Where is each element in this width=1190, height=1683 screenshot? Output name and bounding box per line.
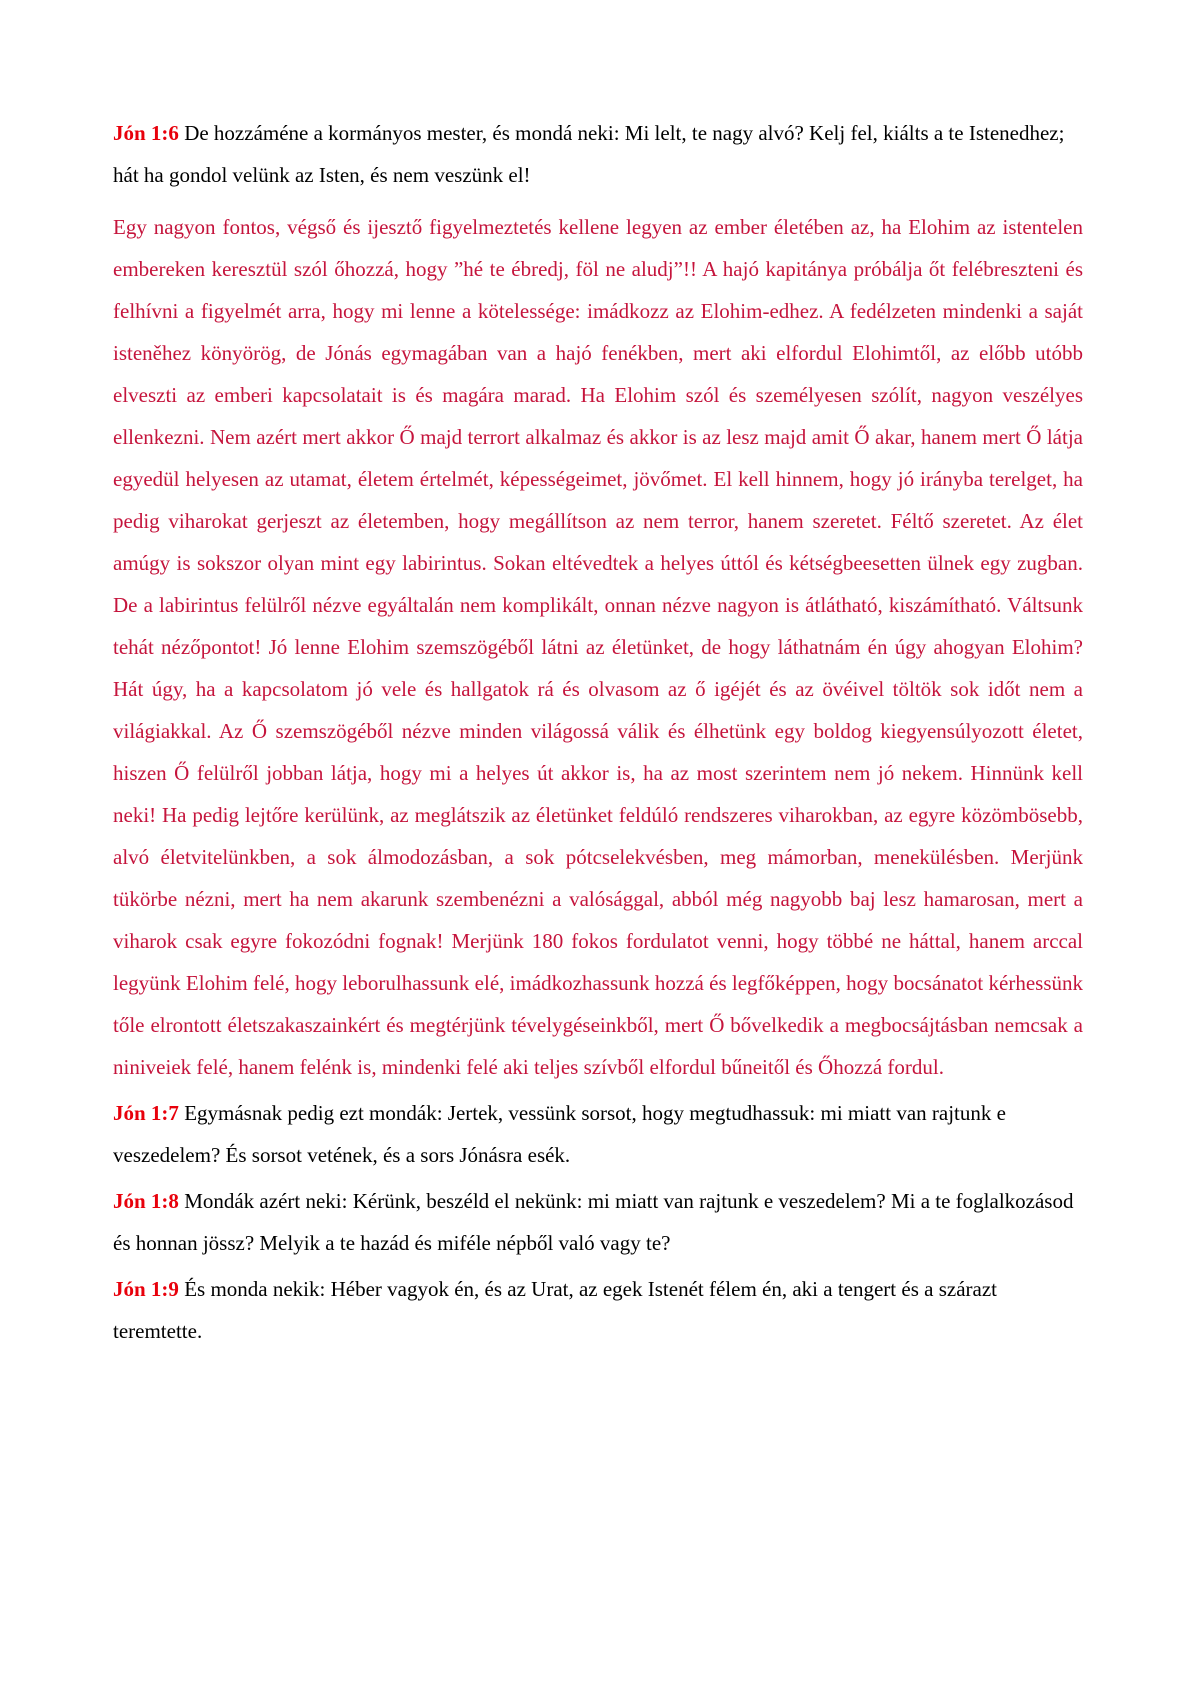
verse-1-8 [113,1180,1083,1264]
verse-reference: Jón 1:9 [113,1277,179,1301]
commentary-paragraph: Egy nagyon fontos, végső és ijesztő figyelmeztetés kellene legyen az ember életében az, ha Elohim az istentelen embereken keresztül szól őhozzá, hogy ”hé te ébredj, föl ne aludj”!! A hajó kapitánya próbálja őt felébreszteni és felhívni a figyelmét arra, hogy mi lenne a kötelessége: imádkozz az Elohim-edhez. A fedélzeten mindenki a saját isteněhez könyörög, de Jónás egymagában van a hajó fenékben, mert aki elfordul Elohimtől, az előbb utóbb elveszti az emberi kapcsolatait is és magára marad. Ha Elohim szól és személyesen szólít, nagyon veszélyes ellenkezni. Nem azért mert akkor Ő majd terrort alkalmaz és akkor is az lesz majd amit Ő akar, hanem mert Ő látja egyedül helyesen az utamat, életem értelmét, képességeimet, jövőmet. El kell hinnem, hogy jó irányba terelget, ha pedig viharokat gerjeszt az életemben, hogy megállítson az nem terror, hanem szeretet. Féltő szeretet. Az élet amúgy is sokszor olyan mint egy labirintus. Sokan eltévedtek a helyes úttól és kétségbeesetten ülnek egy zugban. De a labirintus felülről nézve egyáltalán nem komplikált, onnan nézve nagyon is átlátható, kiszámítható. Váltsunk tehát nézőpontot! Jó lenne Elohim szemszögéből látni az életünket, de hogy láthatnám én úgy ahogyan Elohim? Hát úgy, ha a kapcsolatom jó vele és hallgatok rá és olvasom az ő igéjét és az övéivel töltök sok időt nem a világiakkal. Az Ő szemszögéből nézve minden világossá válik és élhetünk egy boldog kiegyensúlyozott életet, hiszen Ő felülről jobban látja, hogy mi a helyes út akkor is, ha az most szerintem nem jó nekem. Hinnünk kell neki! Ha pedig lejtőre kerülünk, az meglátszik az életünket feldúló rendszeres viharokban, az egyre közömbösebb, alvó életvitelünkben, a sok álmodozásban, a sok pótcselekvésben, meg mámorban, menekülésben. Merjünk tükörbe nézni, mert ha nem akarunk szembenézni a valósággal, abból még nagyobb baj lesz hamarosan, mert a viharok csak egyre fokozódni fognak! Merjünk 180 fokos fordulatot venni, hogy többé ne háttal, hanem arccal legyünk Elohim felé, hogy leborulhassunk elé, imádkozhassunk hozzá és legfőképpen, hogy bocsánatot kérhessünk tőle elrontott életszakaszainkért és megtérjünk tévelygéseinkből, mert Ő bővelkedik a megbocsájtásban nemcsak a niniveiek felé, hanem felénk is, mindenki felé aki teljes szívből elfordul bűneitől és Őhozzá fordul. [113,215,1083,1079]
verse-1-9 [113,1268,1083,1352]
verse-1-7 [113,1092,1083,1176]
verse-reference: Jón 1:7 [113,1101,179,1125]
verse-text: Egymásnak pedig ezt mondák: Jertek, vessünk sorsot, hogy megtudhassuk: mi miatt van rajtunk e veszedelem? És sorsot vetének, és a sors Jónásra esék. [113,1101,1006,1167]
verse-text: És monda nekik: Héber vagyok én, és az Urat, az egek Istenét félem én, aki a tengert és a szárazt teremtette. [113,1277,997,1343]
verse-text: De hozzáméne a kormányos mester, és mondá neki: Mi lelt, te nagy alvó? Kelj fel, kiálts a te Istenedhez; hát ha gondol velünk az Isten, és nem veszünk el! [113,121,1065,187]
verse-1-6 [113,112,1083,196]
document-page [113,112,1083,1356]
verse-text: Mondák azért neki: Kérünk, beszéld el nekünk: mi miatt van rajtunk e veszedelem? Mi a te foglalkozásod és honnan jössz? Melyik a te hazád és miféle népből való vagy te? [113,1189,1074,1255]
verse-reference: Jón 1:8 [113,1189,179,1213]
verse-reference: Jón 1:6 [113,121,179,145]
